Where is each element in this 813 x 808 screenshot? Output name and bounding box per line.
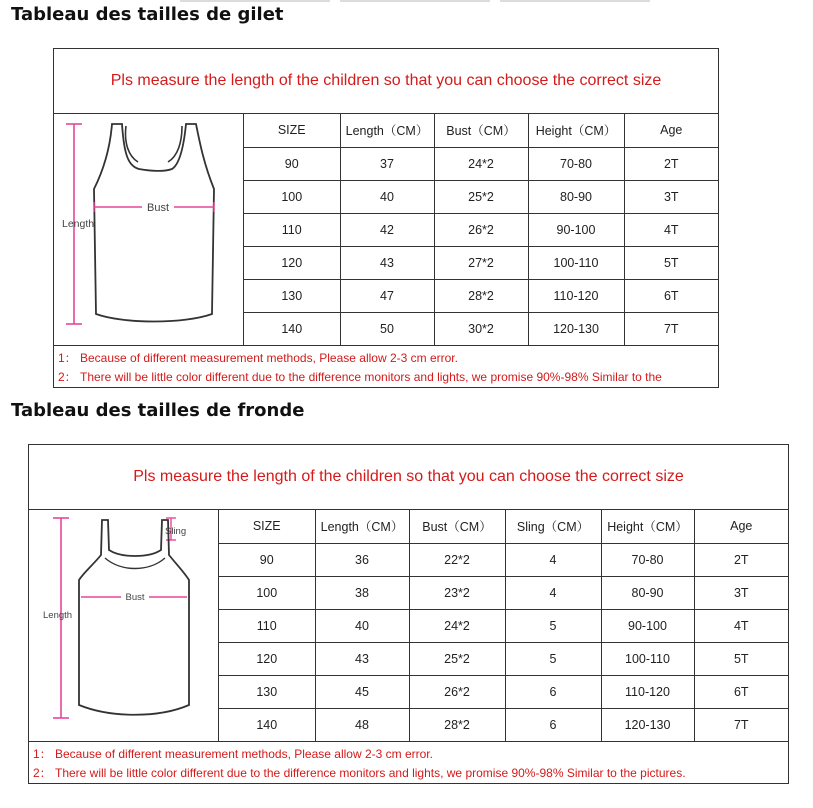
table-cell: 37	[340, 147, 434, 180]
table-cell: 30*2	[434, 312, 528, 345]
column-header: Sling（CM）	[505, 510, 601, 543]
table-cell: 25*2	[409, 642, 505, 675]
gilet-vest-diagram	[54, 114, 244, 345]
table-cell: 2T	[624, 147, 718, 180]
table-cell: 110	[219, 609, 315, 642]
table-row	[244, 147, 718, 180]
table-cell: 24*2	[434, 147, 528, 180]
table-cell: 100-110	[601, 642, 694, 675]
table-cell: 80-90	[528, 180, 624, 213]
table-cell: 90-100	[601, 609, 694, 642]
gilet-notes	[54, 345, 718, 387]
table-header-row	[219, 510, 788, 543]
table-cell: 7T	[694, 708, 788, 741]
table-cell: 70-80	[528, 147, 624, 180]
column-header: Bust（CM）	[434, 114, 528, 147]
column-header: Age	[694, 510, 788, 543]
column-header: Height（CM）	[601, 510, 694, 543]
table-row	[219, 576, 788, 609]
note-line	[58, 349, 714, 366]
fronde-measure-banner: Pls measure the length of the children so that you can choose the correct size	[29, 445, 788, 510]
table-cell: 28*2	[409, 708, 505, 741]
column-header: SIZE	[219, 510, 315, 543]
gilet-size-chart	[53, 48, 719, 388]
table-cell: 5	[505, 609, 601, 642]
table-cell: 40	[340, 180, 434, 213]
note-line	[33, 764, 784, 781]
top-divider	[500, 0, 650, 2]
column-header: Age	[624, 114, 718, 147]
table-cell: 100	[219, 576, 315, 609]
column-header: SIZE	[244, 114, 340, 147]
gilet-size-table	[244, 114, 718, 345]
note-line	[58, 368, 714, 385]
table-cell: 120-130	[528, 312, 624, 345]
table-cell: 48	[315, 708, 409, 741]
table-cell: 36	[315, 543, 409, 576]
sling-top-outline	[79, 520, 189, 715]
table-cell: 6T	[624, 279, 718, 312]
vest-inner-back	[126, 126, 183, 162]
top-divider	[340, 0, 490, 2]
table-cell: 120	[244, 246, 340, 279]
table-cell: 38	[315, 576, 409, 609]
table-cell: 90-100	[528, 213, 624, 246]
table-cell: 22*2	[409, 543, 505, 576]
table-cell: 130	[244, 279, 340, 312]
table-cell: 42	[340, 213, 434, 246]
note-number: 1：	[58, 351, 77, 365]
note-number: 1：	[33, 747, 52, 761]
table-cell: 47	[340, 279, 434, 312]
table-cell: 3T	[624, 180, 718, 213]
table-cell: 4T	[624, 213, 718, 246]
table-header-row	[244, 114, 718, 147]
table-cell: 120-130	[601, 708, 694, 741]
sling-label: Sling	[165, 526, 187, 537]
note-number: 2：	[33, 766, 52, 780]
fronde-sling-diagram	[29, 510, 219, 741]
table-cell: 110	[244, 213, 340, 246]
fronde-size-chart	[28, 444, 789, 784]
table-cell: 130	[219, 675, 315, 708]
table-cell: 5	[505, 642, 601, 675]
table-row	[219, 543, 788, 576]
gilet-section-title: Tableau des tailles de gilet	[11, 4, 284, 25]
table-row	[219, 642, 788, 675]
table-cell: 120	[219, 642, 315, 675]
table-row	[244, 246, 718, 279]
table-cell: 50	[340, 312, 434, 345]
table-cell: 100	[244, 180, 340, 213]
table-cell: 23*2	[409, 576, 505, 609]
sling-top-neckline	[105, 558, 165, 569]
note-number: 2：	[58, 370, 77, 384]
note-text: There will be little color different due to the difference monitors and lights, we promise 90%-98% Similar to the pictures.	[55, 766, 686, 780]
vest-illustration	[54, 114, 244, 345]
table-row	[219, 609, 788, 642]
table-row	[244, 279, 718, 312]
table-cell: 5T	[694, 642, 788, 675]
table-cell: 80-90	[601, 576, 694, 609]
column-header: Bust（CM）	[409, 510, 505, 543]
table-cell: 43	[340, 246, 434, 279]
note-text: Because of different measurement methods, Please allow 2-3 cm error.	[80, 351, 458, 365]
table-cell: 40	[315, 609, 409, 642]
table-cell: 140	[244, 312, 340, 345]
table-row	[244, 213, 718, 246]
table-cell: 26*2	[409, 675, 505, 708]
table-cell: 6	[505, 708, 601, 741]
table-cell: 43	[315, 642, 409, 675]
fronde-section-title: Tableau des tailles de fronde	[11, 400, 305, 421]
length-label: Length	[62, 218, 95, 230]
table-row	[219, 675, 788, 708]
fronde-size-table	[219, 510, 788, 741]
table-cell: 24*2	[409, 609, 505, 642]
table-cell: 25*2	[434, 180, 528, 213]
table-cell: 110-120	[528, 279, 624, 312]
table-cell: 6T	[694, 675, 788, 708]
table-cell: 90	[244, 147, 340, 180]
bust-label: Bust	[146, 202, 170, 214]
note-text: Because of different measurement methods, Please allow 2-3 cm error.	[55, 747, 433, 761]
column-header: Height（CM）	[528, 114, 624, 147]
column-header: Length（CM）	[340, 114, 434, 147]
table-cell: 3T	[694, 576, 788, 609]
table-cell: 100-110	[528, 246, 624, 279]
top-divider	[180, 0, 330, 2]
table-row	[244, 180, 718, 213]
vest-outline	[94, 124, 214, 322]
table-cell: 90	[219, 543, 315, 576]
table-cell: 70-80	[601, 543, 694, 576]
table-cell: 7T	[624, 312, 718, 345]
table-cell: 2T	[694, 543, 788, 576]
table-row	[219, 708, 788, 741]
table-row	[244, 312, 718, 345]
length-label: Length	[43, 610, 73, 621]
fronde-notes	[29, 741, 788, 783]
table-cell: 4T	[694, 609, 788, 642]
table-cell: 110-120	[601, 675, 694, 708]
note-line	[33, 745, 784, 762]
table-cell: 26*2	[434, 213, 528, 246]
note-text: There will be little color different due to the difference monitors and lights, we promise 90%-98% Similar to the	[80, 370, 662, 384]
table-cell: 27*2	[434, 246, 528, 279]
table-cell: 4	[505, 543, 601, 576]
table-cell: 140	[219, 708, 315, 741]
gilet-measure-banner: Pls measure the length of the children so that you can choose the correct size	[54, 49, 718, 114]
table-cell: 6	[505, 675, 601, 708]
sling-top-illustration	[29, 510, 219, 741]
table-cell: 4	[505, 576, 601, 609]
table-cell: 5T	[624, 246, 718, 279]
bust-label: Bust	[125, 592, 145, 603]
table-cell: 28*2	[434, 279, 528, 312]
column-header: Length（CM）	[315, 510, 409, 543]
table-cell: 45	[315, 675, 409, 708]
